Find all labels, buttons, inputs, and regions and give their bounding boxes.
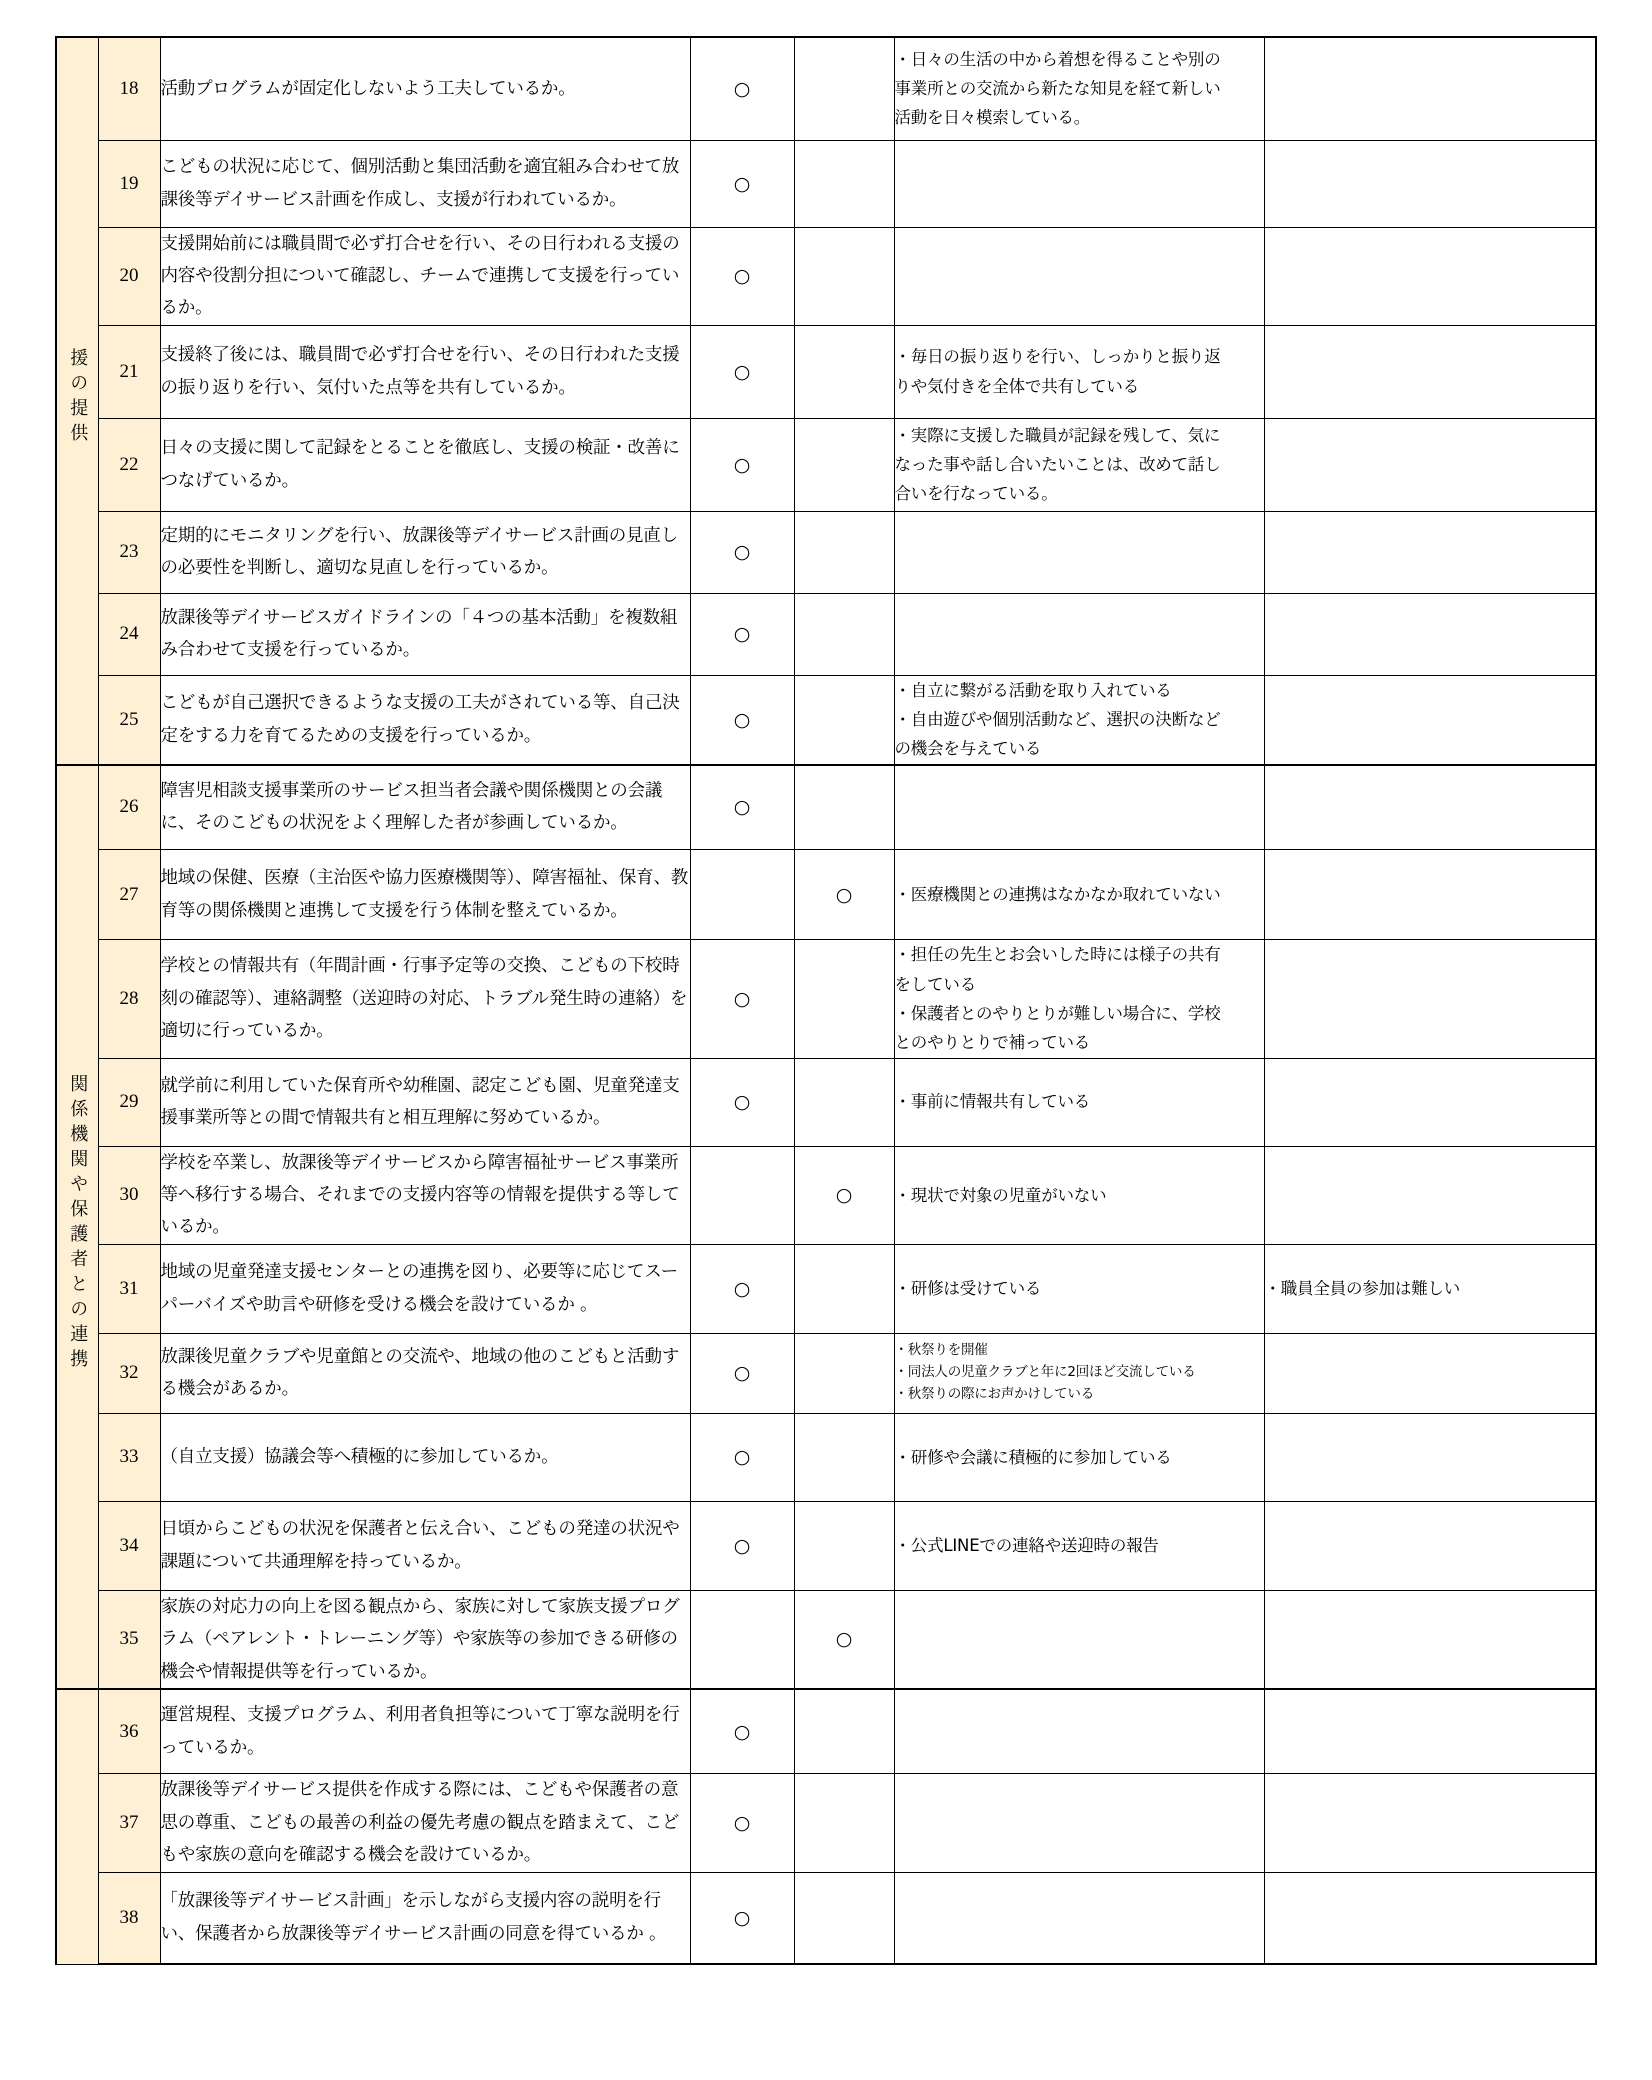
yes-mark-cell[interactable]: ○ <box>690 227 794 325</box>
no-mark-cell[interactable] <box>794 1774 894 1872</box>
yes-mark-cell[interactable]: ○ <box>690 940 794 1058</box>
comment-line: ・毎日の振り返りを行い、しっかりと振り返 <box>894 347 1221 367</box>
question-text: こどもの状況に応じて、個別活動と集団活動を適宜組み合わせて放課後等デイサービス計画を作成し、支援が行われているか。 <box>160 140 690 227</box>
extra-comment-cell[interactable] <box>1264 511 1596 593</box>
table-row <box>56 1413 1596 1501</box>
extra-comment-cell[interactable] <box>1264 325 1596 418</box>
row-number: 38 <box>98 1872 160 1964</box>
question-text: 支援開始前には職員間で必ず打合せを行い、その日行われる支援の内容や役割分担について確認し、チームで連携して支援を行っているか。 <box>160 227 690 325</box>
comment-line: ・公式LINEでの連絡や送迎時の報告 <box>894 1536 1159 1556</box>
no-mark-cell[interactable] <box>794 37 894 140</box>
yes-mark-cell[interactable]: ○ <box>690 325 794 418</box>
row-number: 20 <box>98 227 160 325</box>
comment-line: ・実際に支援した職員が記録を残して、気に <box>894 425 1221 445</box>
yes-mark-cell[interactable]: ○ <box>690 511 794 593</box>
table-row <box>56 227 1596 325</box>
row-number: 36 <box>98 1689 160 1774</box>
comment-line: ・事前に情報共有している <box>894 1092 1091 1112</box>
table-row <box>56 593 1596 675</box>
comment-cell[interactable] <box>894 1244 1264 1333</box>
no-mark-cell[interactable] <box>794 1872 894 1964</box>
extra-comment-cell[interactable] <box>1264 1689 1596 1774</box>
comment-line: ・秋祭りを開催 <box>894 1342 988 1359</box>
no-mark-cell[interactable] <box>794 511 894 593</box>
comment-cell[interactable] <box>894 511 1264 593</box>
yes-mark-cell[interactable]: ○ <box>690 593 794 675</box>
yes-mark-cell[interactable] <box>690 1590 794 1689</box>
comment-line: なった事や話し合いたいことは、改めて話し <box>894 454 1221 474</box>
question-text: 活動プログラムが固定化しないよう工夫しているか。 <box>160 37 690 140</box>
question-text: 放課後等デイサービスガイドラインの「４つの基本活動」を複数組み合わせて支援を行っているか。 <box>160 593 690 675</box>
comment-line: ・自由遊びや個別活動など、選択の決断など <box>894 709 1221 729</box>
comment-cell[interactable] <box>894 1774 1264 1872</box>
no-mark-cell[interactable] <box>794 940 894 1058</box>
comment-cell[interactable] <box>894 1590 1264 1689</box>
row-number: 33 <box>98 1413 160 1501</box>
comment-line: ・担任の先生とお会いした時には様子の共有 <box>894 945 1221 965</box>
extra-comment-cell[interactable] <box>1264 1146 1596 1244</box>
question-text: （自立支援）協議会等へ積極的に参加しているか。 <box>160 1413 690 1501</box>
comment-cell[interactable] <box>894 1872 1264 1964</box>
table-row <box>56 1872 1596 1964</box>
comment-cell[interactable] <box>894 1413 1264 1501</box>
yes-mark-cell[interactable]: ○ <box>690 418 794 511</box>
comment-line: りや気付きを全体で共有している <box>894 376 1140 396</box>
extra-comment-cell[interactable] <box>1264 1501 1596 1590</box>
comment-line: ・研修や会議に積極的に参加している <box>894 1447 1172 1467</box>
comment-line: とのやりとりで補っている <box>894 1033 1091 1053</box>
table-row <box>56 765 1596 850</box>
no-mark-cell[interactable] <box>794 1501 894 1590</box>
extra-comment-cell[interactable] <box>1264 1244 1596 1333</box>
yes-mark-cell[interactable]: ○ <box>690 1333 794 1413</box>
row-number: 31 <box>98 1244 160 1333</box>
comment-line: ・現状で対象の児童がいない <box>894 1185 1107 1205</box>
row-number: 26 <box>98 765 160 850</box>
question-text: 支援終了後には、職員間で必ず打合せを行い、その日行われた支援の振り返りを行い、気付いた点等を共有しているか。 <box>160 325 690 418</box>
row-number: 21 <box>98 325 160 418</box>
comment-cell[interactable] <box>894 675 1264 765</box>
yes-mark-cell[interactable]: ○ <box>690 765 794 850</box>
comment-cell[interactable] <box>894 1501 1264 1590</box>
row-number: 19 <box>98 140 160 227</box>
question-text: 放課後等デイサービス提供を作成する際には、こどもや保護者の意思の尊重、こどもの最善の利益の優先考慮の観点を踏まえて、こどもや家族の意向を確認する機会を設けているか。 <box>160 1774 690 1872</box>
row-number: 27 <box>98 850 160 940</box>
category-label-cell <box>56 765 98 1689</box>
question-text: 就学前に利用していた保育所や幼稚園、認定こども園、児童発達支援事業所等との間で情報共有と相互理解に努めているか。 <box>160 1058 690 1146</box>
row-number: 35 <box>98 1590 160 1689</box>
comment-cell[interactable] <box>894 1689 1264 1774</box>
comment-line: ・研修は受けている <box>894 1279 1042 1299</box>
table-row <box>56 1146 1596 1244</box>
question-text: 放課後児童クラブや児童館との交流や、地域の他のこどもと活動する機会があるか。 <box>160 1333 690 1413</box>
extra-comment-cell[interactable] <box>1264 1333 1596 1413</box>
extra-comment-cell[interactable] <box>1264 1413 1596 1501</box>
table-row <box>56 1689 1596 1774</box>
comment-line: ・自立に繋がる活動を取り入れている <box>894 680 1172 700</box>
table-row <box>56 940 1596 1058</box>
comment-cell[interactable] <box>894 418 1264 511</box>
comment-cell[interactable] <box>894 37 1264 140</box>
table-row <box>56 37 1596 140</box>
no-mark-cell[interactable]: ○ <box>794 1590 894 1689</box>
comment-cell[interactable] <box>894 593 1264 675</box>
no-mark-cell[interactable] <box>794 1058 894 1146</box>
yes-mark-cell[interactable]: ○ <box>690 1058 794 1146</box>
comment-cell[interactable] <box>894 1058 1264 1146</box>
table-row <box>56 511 1596 593</box>
extra-comment-cell[interactable] <box>1264 675 1596 765</box>
extra-comment-cell[interactable] <box>1264 940 1596 1058</box>
self-evaluation-table <box>55 36 1597 1965</box>
question-text: 地域の保健、医療（主治医や協力医療機関等）、障害福祉、保育、教育等の関係機関と連携して支援を行う体制を整えているか。 <box>160 850 690 940</box>
row-number: 22 <box>98 418 160 511</box>
row-number: 29 <box>98 1058 160 1146</box>
question-text: 障害児相談支援事業所のサービス担当者会議や関係機関との会議に、そのこどもの状況をよく理解した者が参画しているか。 <box>160 765 690 850</box>
question-text: 定期的にモニタリングを行い、放課後等デイサービス計画の見直しの必要性を判断し、適切な見直しを行っているか。 <box>160 511 690 593</box>
comment-cell[interactable] <box>894 140 1264 227</box>
comment-line: ・秋祭りの際にお声かけしている <box>894 1386 1094 1403</box>
question-text: 学校を卒業し、放課後等デイサービスから障害福祉サービス事業所等へ移行する場合、それまでの支援内容等の情報を提供する等しているか。 <box>160 1146 690 1244</box>
table-row <box>56 1590 1596 1689</box>
extra-comment-cell[interactable] <box>1264 140 1596 227</box>
category-label-cell <box>56 1689 98 1964</box>
yes-mark-cell[interactable]: ○ <box>690 1774 794 1872</box>
extra-comment-cell[interactable] <box>1264 765 1596 850</box>
comment-line: 合いを行なっている。 <box>894 484 1058 504</box>
extra-comment-cell[interactable] <box>1264 850 1596 940</box>
no-mark-cell[interactable] <box>794 675 894 765</box>
extra-comment-cell[interactable] <box>1264 1774 1596 1872</box>
question-text: 学校との情報共有（年間計画・行事予定等の交換、こどもの下校時刻の確認等）、連絡調整（送迎時の対応、トラブル発生時の連絡）を適切に行っているか。 <box>160 940 690 1058</box>
no-mark-cell[interactable]: ○ <box>794 1146 894 1244</box>
question-text: 地域の児童発達支援センターとの連携を図り、必要等に応じてスーパーバイズや助言や研修を受ける機会を設けているか 。 <box>160 1244 690 1333</box>
extra-comment-cell[interactable] <box>1264 1590 1596 1689</box>
table-row <box>56 140 1596 227</box>
row-number: 34 <box>98 1501 160 1590</box>
row-number: 18 <box>98 37 160 140</box>
yes-mark-cell[interactable]: ○ <box>690 1413 794 1501</box>
table-row <box>56 1774 1596 1872</box>
yes-mark-cell[interactable]: ○ <box>690 37 794 140</box>
yes-mark-cell[interactable]: ○ <box>690 1244 794 1333</box>
category-label: 関係機関や保護者との連携 <box>67 1074 89 1375</box>
yes-mark-cell[interactable]: ○ <box>690 1872 794 1964</box>
comment-cell[interactable] <box>894 940 1264 1058</box>
yes-mark-cell[interactable]: ○ <box>690 1501 794 1590</box>
extra-comment-cell[interactable] <box>1264 1058 1596 1146</box>
table-row <box>56 1333 1596 1413</box>
no-mark-cell[interactable] <box>794 140 894 227</box>
extra-comment-line: ・職員全員の参加は難しい <box>1264 1279 1461 1299</box>
comment-line: の機会を与えている <box>894 739 1042 759</box>
no-mark-cell[interactable] <box>794 1244 894 1333</box>
comment-line: ・同法人の児童クラブと年に2回ほど交流している <box>894 1364 1196 1381</box>
comment-line: ・日々の生活の中から着想を得ることや別の <box>894 49 1221 69</box>
no-mark-cell[interactable] <box>794 418 894 511</box>
yes-mark-cell[interactable] <box>690 1146 794 1244</box>
row-number: 30 <box>98 1146 160 1244</box>
row-number: 25 <box>98 675 160 765</box>
no-mark-cell[interactable] <box>794 1689 894 1774</box>
table-row <box>56 1058 1596 1146</box>
table-row <box>56 675 1596 765</box>
extra-comment-cell[interactable] <box>1264 418 1596 511</box>
no-mark-cell[interactable] <box>794 593 894 675</box>
comment-line: ・保護者とのやりとりが難しい場合に、学校 <box>894 1003 1221 1023</box>
row-number: 24 <box>98 593 160 675</box>
row-number: 32 <box>98 1333 160 1413</box>
table-row <box>56 325 1596 418</box>
yes-mark-cell[interactable]: ○ <box>690 1689 794 1774</box>
comment-line: 事業所との交流から新たな知見を経て新しい <box>894 79 1221 99</box>
no-mark-cell[interactable]: ○ <box>794 850 894 940</box>
question-text: 「放課後等デイサービス計画」を示しながら支援内容の説明を行い、保護者から放課後等デイサービス計画の同意を得ているか 。 <box>160 1872 690 1964</box>
extra-comment-cell[interactable] <box>1264 37 1596 140</box>
extra-comment-cell[interactable] <box>1264 1872 1596 1964</box>
table-row <box>56 1501 1596 1590</box>
category-label-cell <box>56 37 98 765</box>
yes-mark-cell[interactable]: ○ <box>690 140 794 227</box>
no-mark-cell[interactable] <box>794 765 894 850</box>
question-text: こどもが自己選択できるような支援の工夫がされている等、自己決定をする力を育てるための支援を行っているか。 <box>160 675 690 765</box>
comment-cell[interactable] <box>894 765 1264 850</box>
no-mark-cell[interactable] <box>794 227 894 325</box>
row-number: 23 <box>98 511 160 593</box>
comment-cell[interactable] <box>894 1146 1264 1244</box>
yes-mark-cell[interactable]: ○ <box>690 675 794 765</box>
comment-line: をしている <box>894 974 977 994</box>
row-number: 28 <box>98 940 160 1058</box>
no-mark-cell[interactable] <box>794 1413 894 1501</box>
row-number: 37 <box>98 1774 160 1872</box>
comment-cell[interactable] <box>894 325 1264 418</box>
extra-comment-cell[interactable] <box>1264 593 1596 675</box>
comment-line: 活動を日々模索している。 <box>894 108 1091 128</box>
comment-cell[interactable] <box>894 1333 1264 1413</box>
question-text: 運営規程、支援プログラム、利用者負担等について丁寧な説明を行っているか。 <box>160 1689 690 1774</box>
question-text: 日々の支援に関して記録をとることを徹底し、支援の検証・改善につなげているか。 <box>160 418 690 511</box>
comment-line: ・医療機関との連携はなかなか取れていない <box>894 885 1221 905</box>
comment-cell[interactable] <box>894 850 1264 940</box>
table-row <box>56 1244 1596 1333</box>
question-text: 家族の対応力の向上を図る観点から、家族に対して家族支援プログラム（ペアレント・トレーニング等）や家族等の参加できる研修の機会や情報提供等を行っているか。 <box>160 1590 690 1689</box>
extra-comment-cell[interactable] <box>1264 227 1596 325</box>
category-label: 援の提供 <box>67 348 89 449</box>
comment-cell[interactable] <box>894 227 1264 325</box>
question-text: 日頃からこどもの状況を保護者と伝え合い、こどもの発達の状況や課題について共通理解を持っているか。 <box>160 1501 690 1590</box>
yes-mark-cell[interactable] <box>690 850 794 940</box>
table-body <box>56 37 1596 1964</box>
no-mark-cell[interactable] <box>794 325 894 418</box>
table-row <box>56 850 1596 940</box>
table-row <box>56 418 1596 511</box>
no-mark-cell[interactable] <box>794 1333 894 1413</box>
